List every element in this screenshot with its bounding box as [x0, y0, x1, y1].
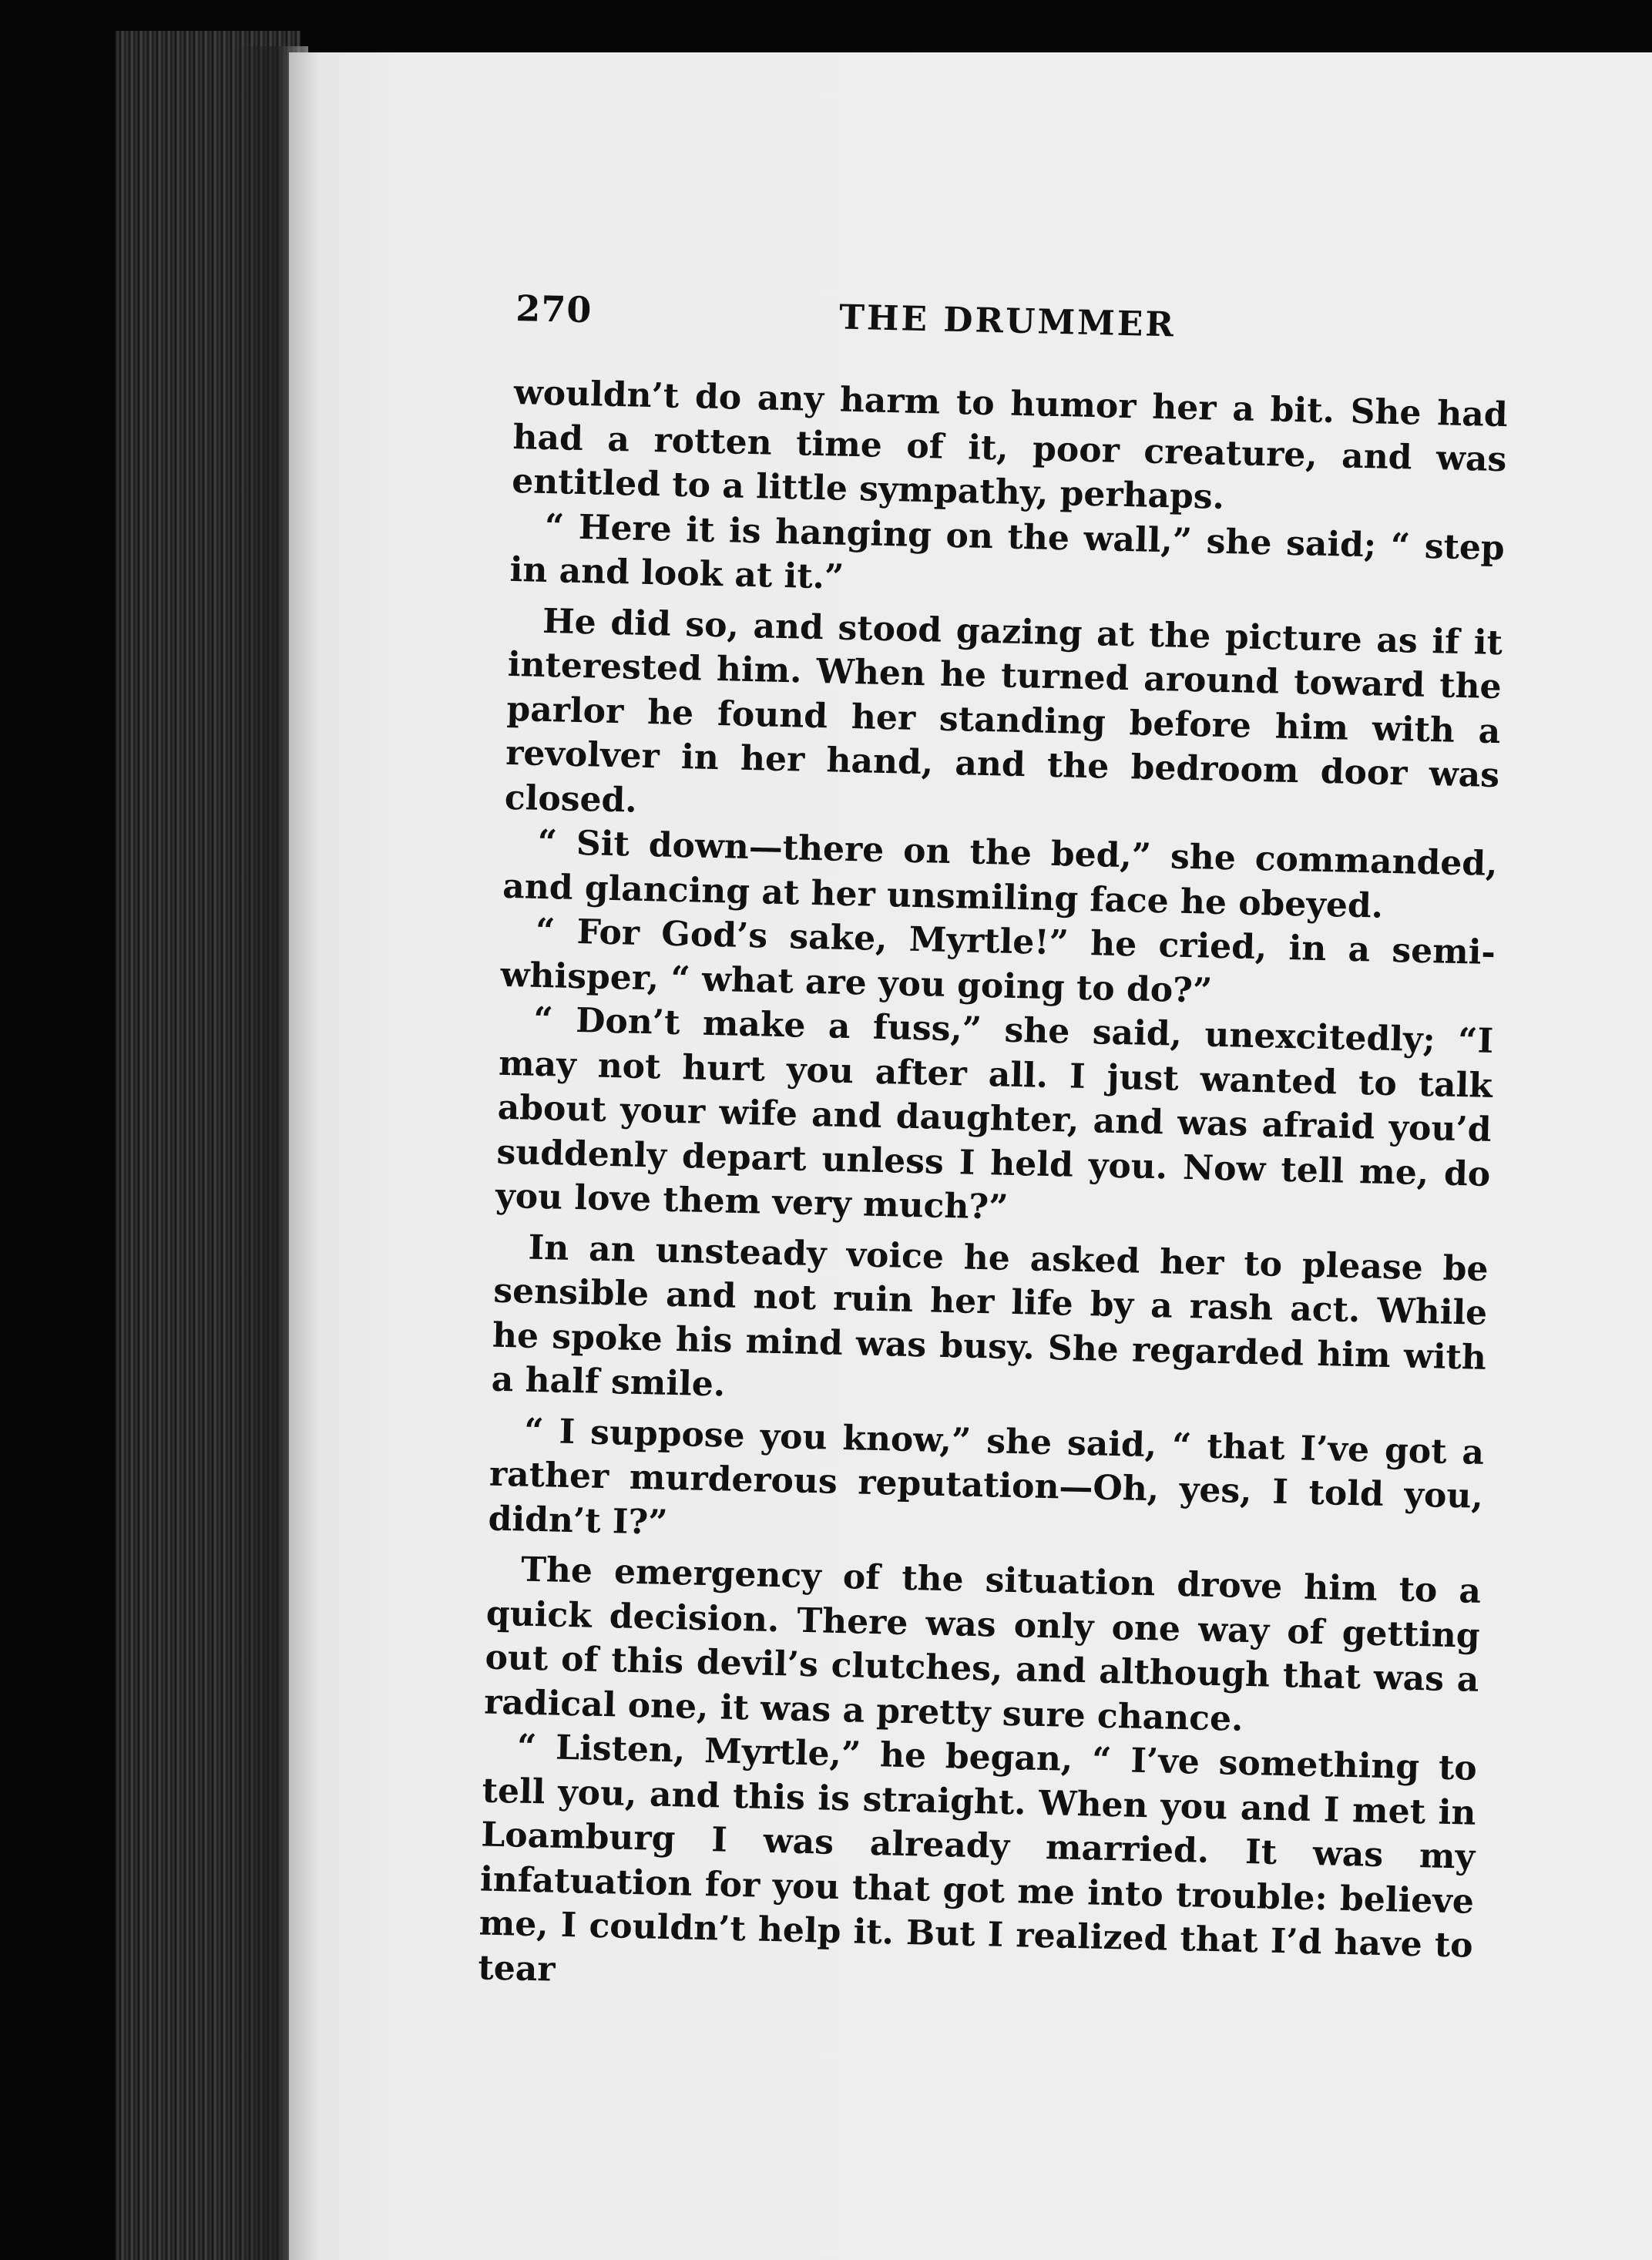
book-page [289, 52, 1652, 2260]
page-content [478, 287, 1510, 2013]
paragraph: wouldn’t do any harm to humor her a bit. She had had a rotten time of it, poor creature, and was entitled to a little sympathy, perhaps. [511, 372, 1509, 517]
running-head [515, 287, 1509, 371]
paragraph: In an unsteady voice he asked her to please be sensible and not ruin her life by a rash act. While he spoke his mind was busy. She regarded him with a half smile. [491, 1227, 1489, 1405]
paragraph: “ I suppose you know,” she said, “ that I’ve got a rather murderous reputation—Oh, yes, I told you, didn’t I?” [488, 1411, 1485, 1543]
body-text [478, 371, 1508, 2013]
page-number: 270 [515, 287, 593, 331]
paragraph: “ Don’t make a fuss,” she said, unexcitedly; “I may not hurt you after all. I just wanted to talk about your wife and daughter, and was afraid you’d suddenly depart unless I held you. Now tell me, do you love them very much?” [495, 999, 1494, 1227]
paragraph: “ Here it is hanging on the wall,” she said; “ step in and look at it.” [509, 506, 1506, 597]
paragraph: “ For God’s sake, Myrtle!” he cried, in a semi-whisper, “ what are you going to do?” [500, 911, 1496, 1011]
paragraph: The emergency of the situation drove him to a quick decision. There was only one way of getting out of this devil’s clutches, and although that was a radical one, it was a pretty sure chance. [483, 1550, 1482, 1739]
paragraph: He did so, and stood gazing at the picture as if it interested him. When he turned around toward the parlor he found her standing before him with a revolver in her hand, and the bedroom door was closed. [504, 601, 1503, 821]
paragraph: “ Sit down—there on the bed,” she commanded, and glancing at her unsmiling face he obeyed. [502, 822, 1498, 926]
paragraph: “ Listen, Myrtle,” he began, “ I’ve something to tell you, and this is straight. When you and I met in Loamburg I was already married. It was my infatuation for you that got me into trouble: believe me, I couldn’t help it. But I realized that I’d have to tear [477, 1727, 1478, 1990]
running-title: THE DRUMMER [838, 297, 1177, 345]
